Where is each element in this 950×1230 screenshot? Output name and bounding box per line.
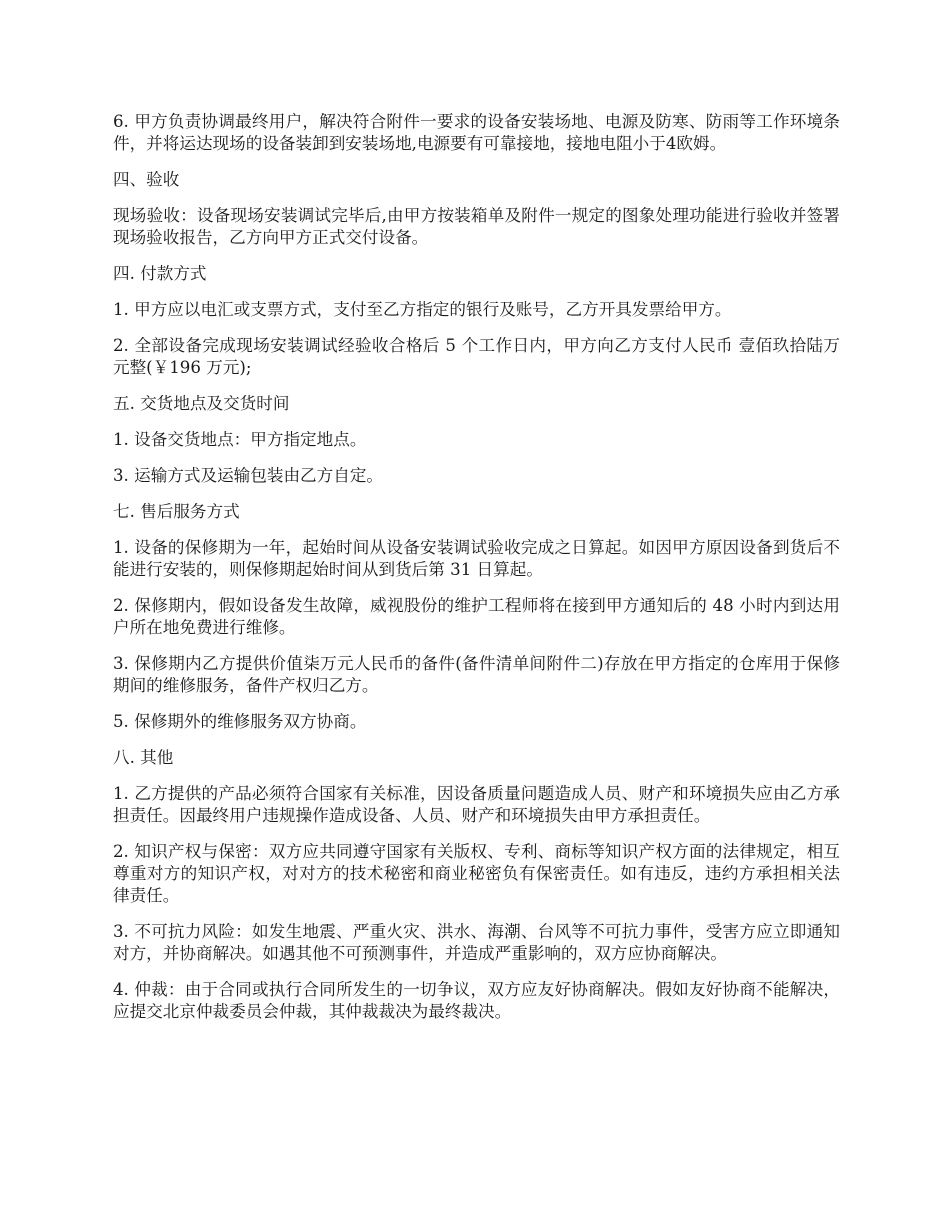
clause-delivery-3: 3. 运输方式及运输包装由乙方自定。 [113, 466, 384, 485]
section-heading-delivery: 五. 交货地点及交货时间 [113, 394, 290, 413]
clause-warranty-1: 1. 设备的保修期为一年，起始时间从设备安装调试验收完成之日算起。如因甲方原因设备到货后不能进行安装的，则保修期起始时间从到货后第 31 日算起。 [113, 538, 840, 579]
section-heading-acceptance: 四、验收 [113, 170, 180, 189]
section-heading-after-sales: 七. 售后服务方式 [113, 502, 240, 521]
clause-payment-2: 2. 全部设备完成现场安装调试经验收合格后 5 个工作日内，甲方向乙方支付人民币 壹佰玖拾陆万元整(￥196 万元); [113, 336, 840, 377]
clause-other-1: 1. 乙方提供的产品必须符合国家有关标准，因设备质量问题造成人员、财产和环境损失应由乙方承担责任。因最终用户违规操作造成设备、人员、财产和环境损失由甲方承担责任。 [113, 784, 840, 825]
clause-warranty-2: 2. 保修期内，假如设备发生故障，威视股份的维护工程师将在接到甲方通知后的 48 小时内到达用户所在地免费进行维修。 [113, 596, 840, 637]
clause-warranty-3: 3. 保修期内乙方提供价值柒万元人民币的备件(备件清单间附件二)存放在甲方指定的仓库用于保修期间的维修服务，备件产权归乙方。 [113, 654, 840, 695]
clause-payment-1: 1. 甲方应以电汇或支票方式，支付至乙方指定的银行及账号，乙方开具发票给甲方。 [113, 300, 732, 319]
clause-onsite-acceptance: 现场验收：设备现场安装调试完毕后,由甲方按装箱单及附件一规定的图象处理功能进行验收并签署现场验收报告，乙方向甲方正式交付设备。 [113, 206, 840, 247]
document-page [113, 111, 840, 1037]
clause-6-site-conditions: 6. 甲方负责协调最终用户，解决符合附件一要求的设备安装场地、电源及防寒、防雨等工作环境条件，并将运达现场的设备装卸到安装场地,电源要有可靠接地，接地电阻小于4欧姆。 [113, 112, 840, 153]
clause-other-4-arbitration: 4. 仲裁：由于合同或执行合同所发生的一切争议，双方应友好协商解决。假如友好协商不能解决，应提交北京仲裁委员会仲裁，其仲裁裁决为最终裁决。 [113, 980, 840, 1021]
section-heading-other: 八. 其他 [113, 748, 174, 767]
clause-delivery-1: 1. 设备交货地点：甲方指定地点。 [113, 430, 367, 449]
clause-other-3-force-majeure: 3. 不可抗力风险：如发生地震、严重火灾、洪水、海潮、台风等不可抗力事件，受害方应立即通知对方，并协商解决。如遇其他不可预测事件，并造成严重影响的，双方应协商解决。 [113, 922, 840, 963]
clause-warranty-5: 5. 保修期外的维修服务双方协商。 [113, 712, 367, 731]
section-heading-payment: 四. 付款方式 [113, 264, 207, 283]
clause-other-2-ip: 2. 知识产权与保密：双方应共同遵守国家有关版权、专利、商标等知识产权方面的法律规定，相互尊重对方的知识产权，对对方的技术秘密和商业秘密负有保密责任。如有违反，违约方承担相关法律责任。 [113, 842, 840, 905]
